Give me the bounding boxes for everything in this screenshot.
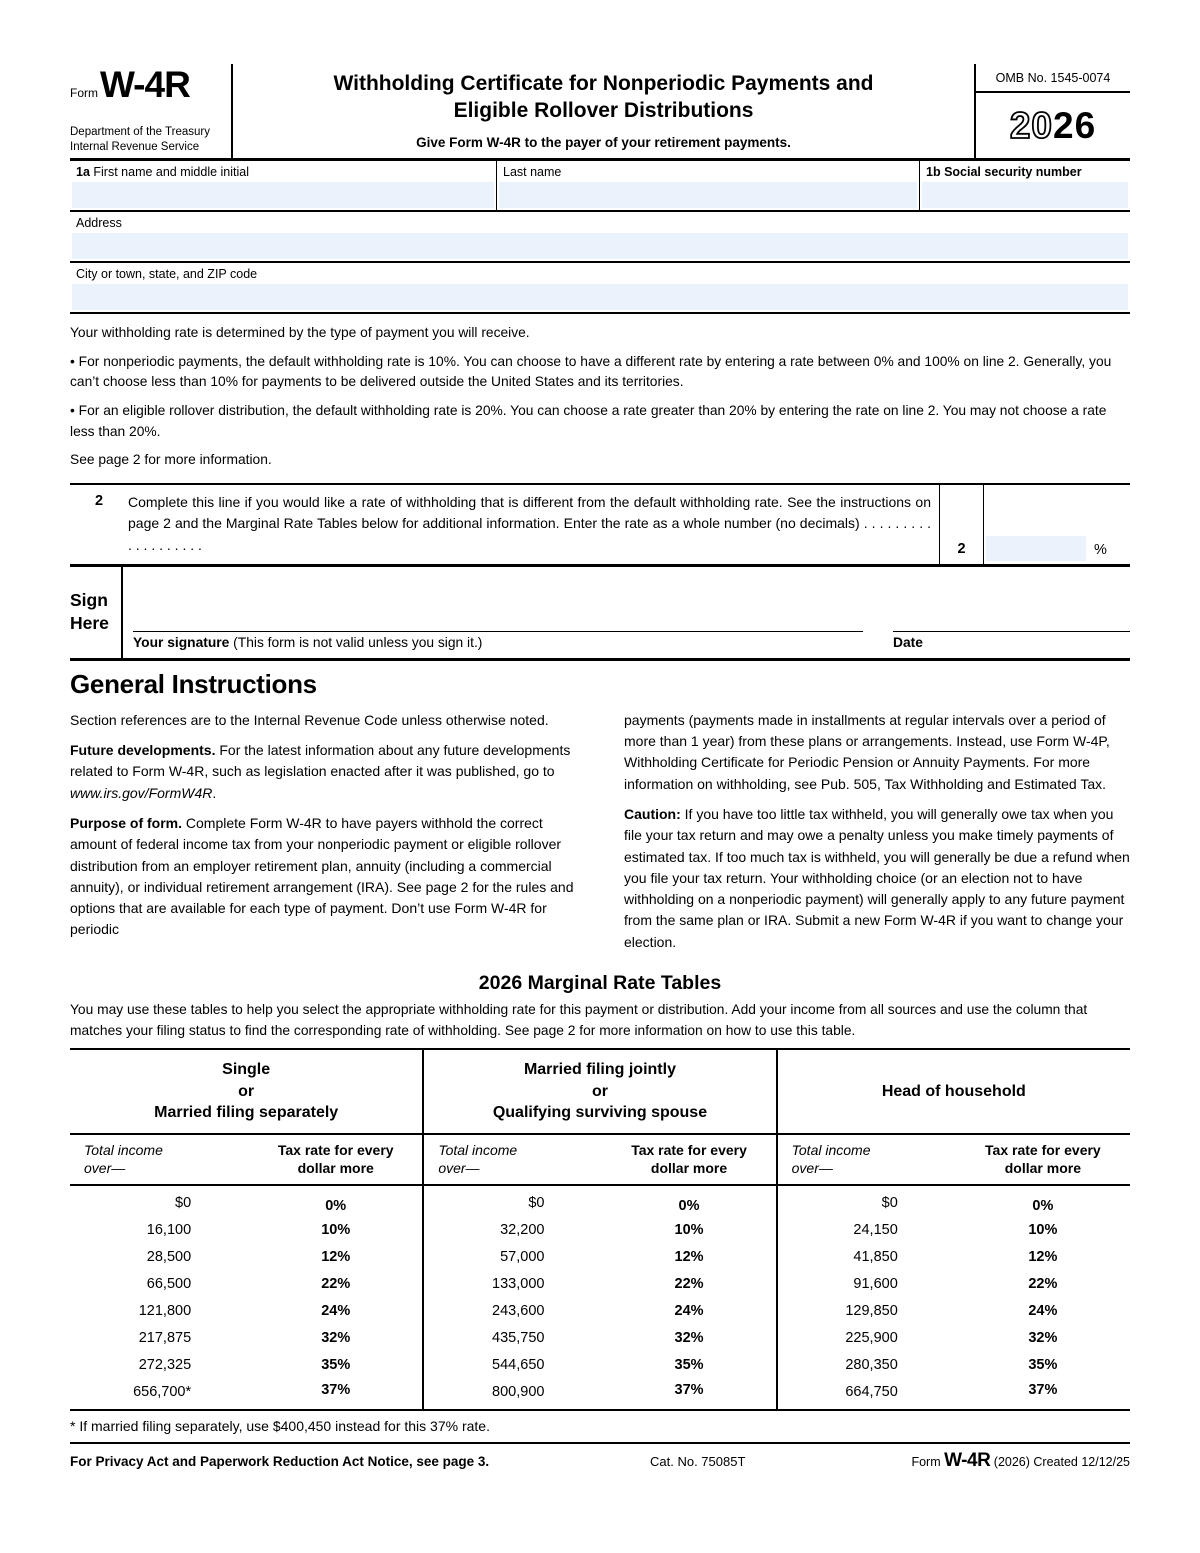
withholding-intro bbox=[70, 314, 1130, 483]
agency-line2: Internal Revenue Service bbox=[70, 140, 200, 153]
name-ssn-row bbox=[70, 161, 1130, 212]
intro-bullet-nonperiodic: • For nonperiodic payments, the default withholding rate is 10%. You can choose to have a different rate by entering a rate between 0% and 100% on line 2. Generally, you can’t choose less than 10% for payments to be delivered outside the United States and its territories. bbox=[70, 353, 1112, 390]
intro-bullet-rollover: • For an eligible rollover distribution, the default withholding rate is 20%. You can choose a rate greater than 20% by entering the rate on line 2. You may not choose a rate less than 20%. bbox=[70, 403, 1107, 439]
signature-section bbox=[70, 567, 1130, 661]
purpose-of-form-paragraph: Purpose of form. Complete Form W-4R to have payers withhold the correct amount of federal income tax from your nonperiodic payment or eligible rollover distribution from an employer retirement plan, annuity (including a commercial annuity), or individual retirement arrangement (IRA). See page 2 for the rules and options that are available for each type of payment. Don’t use Form W-4R for periodic bbox=[70, 814, 574, 938]
marginal-rate-tables-heading: 2026 Marginal Rate Tables bbox=[478, 971, 722, 994]
income-column-header: Total income over— bbox=[777, 1134, 956, 1185]
city-row bbox=[70, 263, 1130, 314]
signature-area bbox=[133, 612, 863, 650]
tax-year-bold: 26 bbox=[1053, 104, 1097, 146]
address-label: Address bbox=[76, 216, 122, 230]
city-label: City or town, state, and ZIP code bbox=[76, 267, 258, 281]
title-line2: Eligible Rollover Distributions bbox=[453, 99, 754, 123]
form-header bbox=[70, 64, 1130, 161]
address-input[interactable] bbox=[72, 233, 1128, 259]
agency-line1: Department of the Treasury bbox=[70, 126, 210, 139]
footer-form-id: Form W-4R (2026) Created 12/12/25 bbox=[911, 1450, 1130, 1472]
line-1b-number: 1b bbox=[926, 165, 941, 179]
first-name-input[interactable] bbox=[72, 182, 494, 208]
last-name-label: Last name bbox=[503, 165, 562, 179]
sign-here-label: Sign Here bbox=[70, 567, 123, 658]
intro-see-page2: See page 2 for more information. bbox=[70, 452, 272, 468]
omb-year-block bbox=[974, 64, 1130, 158]
last-name-input[interactable] bbox=[499, 182, 917, 208]
rate-column-header: Tax rate for every dollar more bbox=[602, 1134, 776, 1185]
tax-year bbox=[976, 93, 1130, 158]
header-married-jointly: Married filing jointly or Qualifying surviving spouse bbox=[423, 1049, 776, 1134]
line-2-text: Complete this line if you would like a rate of withholding that is different from the default withholding rate. See the instructions on page 2 and the Marginal Rate Tables below for additional information. Enter the rate as a whole number (no decimals) . . . . . . . . . . . . . . . . . . . bbox=[128, 494, 932, 553]
address-row bbox=[70, 212, 1130, 263]
filing-status-header-row bbox=[70, 1049, 1130, 1134]
line-2-number: 2 bbox=[94, 493, 104, 510]
signature-fields bbox=[123, 567, 1130, 658]
section-references-paragraph: Section references are to the Internal Revenue Code unless otherwise noted. bbox=[70, 711, 549, 728]
form-number-lockup bbox=[70, 64, 225, 105]
first-name-label: 1a First name and middle initial bbox=[76, 165, 250, 179]
ssn-label: 1b Social security number bbox=[926, 165, 1082, 179]
signature-input[interactable] bbox=[133, 612, 863, 632]
ssn-cell bbox=[920, 161, 1130, 210]
column-header-row bbox=[70, 1134, 1130, 1185]
catalog-number: Cat. No. 75085T bbox=[650, 1454, 746, 1470]
table-row: 121,800 24% 243,600 24% 129,850 24% bbox=[70, 1298, 1130, 1325]
form-word: Form bbox=[70, 86, 98, 100]
table-row: 16,100 10% 32,200 10% 24,150 10% bbox=[70, 1217, 1130, 1244]
header-single: Single or Married filing separately bbox=[70, 1049, 423, 1134]
line-2-section bbox=[70, 483, 1130, 567]
date-input[interactable] bbox=[893, 612, 1130, 632]
irs-url: www.irs.gov/FormW4R bbox=[70, 784, 213, 801]
form-identity-block bbox=[70, 64, 233, 158]
title-line1: Withholding Certificate for Nonperiodic Payments and bbox=[333, 72, 874, 95]
ssn-input[interactable] bbox=[922, 182, 1128, 208]
rate-column-header: Tax rate for every dollar more bbox=[956, 1134, 1130, 1185]
city-input[interactable] bbox=[72, 284, 1128, 310]
date-area bbox=[893, 612, 1130, 650]
income-column-header: Total income over— bbox=[423, 1134, 602, 1185]
marginal-rate-tables bbox=[70, 962, 1130, 1435]
future-developments-paragraph: Future developments. For the latest information about any future developments related to Form W-4R, such as legislation enacted after it was published, go to www.irs.gov/FormW4R. bbox=[70, 742, 571, 801]
tax-year-outline: 20 bbox=[1009, 104, 1053, 146]
signature-label: Your signature (This form is not valid unless you sign it.) bbox=[133, 634, 483, 650]
dot-leader: . . . . . . . . . . . . . . . . . . . bbox=[128, 515, 932, 553]
rate-input[interactable] bbox=[986, 536, 1086, 561]
table-row: 28,500 12% 57,000 12% 41,850 12% bbox=[70, 1244, 1130, 1271]
line-2-entry-cell bbox=[983, 485, 1130, 564]
intro-paragraph-1: Your withholding rate is determined by the type of payment you will receive. bbox=[70, 325, 530, 340]
periodic-payments-paragraph: payments (payments made in installments at regular intervals over a period of more than 1 year) from these plans or arrangements. Instead, use Form W-4P, Withholding Certificate for Periodic Pension or Annuity Payments. For more information on withholding, see Pub. 505, Tax Withholding and Estimated Tax. bbox=[624, 711, 1110, 792]
rate-column-header: Tax rate for every dollar more bbox=[249, 1134, 423, 1185]
privacy-act-notice: For Privacy Act and Paperwork Reduction Act Notice, see page 3. bbox=[70, 1454, 490, 1470]
percent-sign: % bbox=[1094, 541, 1107, 558]
footer-form-number: W-4R bbox=[944, 1450, 991, 1472]
table-row: $0 0% $0 0% $0 0% bbox=[70, 1185, 1130, 1217]
table-row: 66,500 22% 133,000 22% 91,600 22% bbox=[70, 1271, 1130, 1298]
marginal-rate-tables-intro: You may use these tables to help you select the appropriate withholding rate for this payment or distribution. Add your income from all sources and use the column that matches your filing status to find the corresponding rate of withholding. See page 2 for more information on how to use this table. bbox=[70, 1001, 1088, 1038]
date-label: Date bbox=[893, 634, 923, 650]
header-head-of-household: Head of household bbox=[777, 1049, 1130, 1134]
form-title-block bbox=[233, 64, 974, 158]
agency-name bbox=[70, 125, 225, 154]
marginal-rate-table bbox=[70, 1048, 1130, 1411]
instructions-right-column bbox=[624, 710, 1130, 962]
line-2-entry-number: 2 bbox=[939, 485, 983, 564]
form-number: W-4R bbox=[100, 64, 190, 105]
omb-number: OMB No. 1545-0074 bbox=[976, 64, 1130, 93]
table-footnote: * If married filing separately, use $400,450 instead for this 37% rate. bbox=[70, 1418, 490, 1435]
city-cell bbox=[70, 263, 1130, 312]
general-instructions-heading: General Instructions bbox=[70, 668, 317, 699]
first-name-cell bbox=[70, 161, 497, 210]
general-instructions bbox=[70, 661, 1130, 962]
caution-paragraph: Caution: If you have too little tax withheld, you will generally owe tax when you file your tax return and may owe a penalty unless you make timely payments of estimated tax. If too much tax is withheld, you will generally be due a refund when you file your tax return. Your withholding choice (or an election not to have withholding on a nonperiodic payment) will generally apply to any future payment from the same plan or IRA. Submit a new Form W-4R if you want to change your election. bbox=[624, 805, 1130, 950]
table-row: 656,700* 37% 800,900 37% 664,750 37% bbox=[70, 1379, 1130, 1411]
table-row: 272,325 35% 544,650 35% 280,350 35% bbox=[70, 1352, 1130, 1379]
income-column-header: Total income over— bbox=[70, 1134, 249, 1185]
page-footer bbox=[70, 1442, 1130, 1472]
instructions-left-column bbox=[70, 710, 576, 962]
address-cell bbox=[70, 212, 1130, 261]
last-name-cell bbox=[497, 161, 920, 210]
line-1a-number: 1a bbox=[76, 165, 90, 179]
form-subtitle: Give Form W-4R to the payer of your retirement payments. bbox=[416, 135, 791, 150]
page-title bbox=[243, 70, 964, 125]
table-row: 217,875 32% 435,750 32% 225,900 32% bbox=[70, 1325, 1130, 1352]
